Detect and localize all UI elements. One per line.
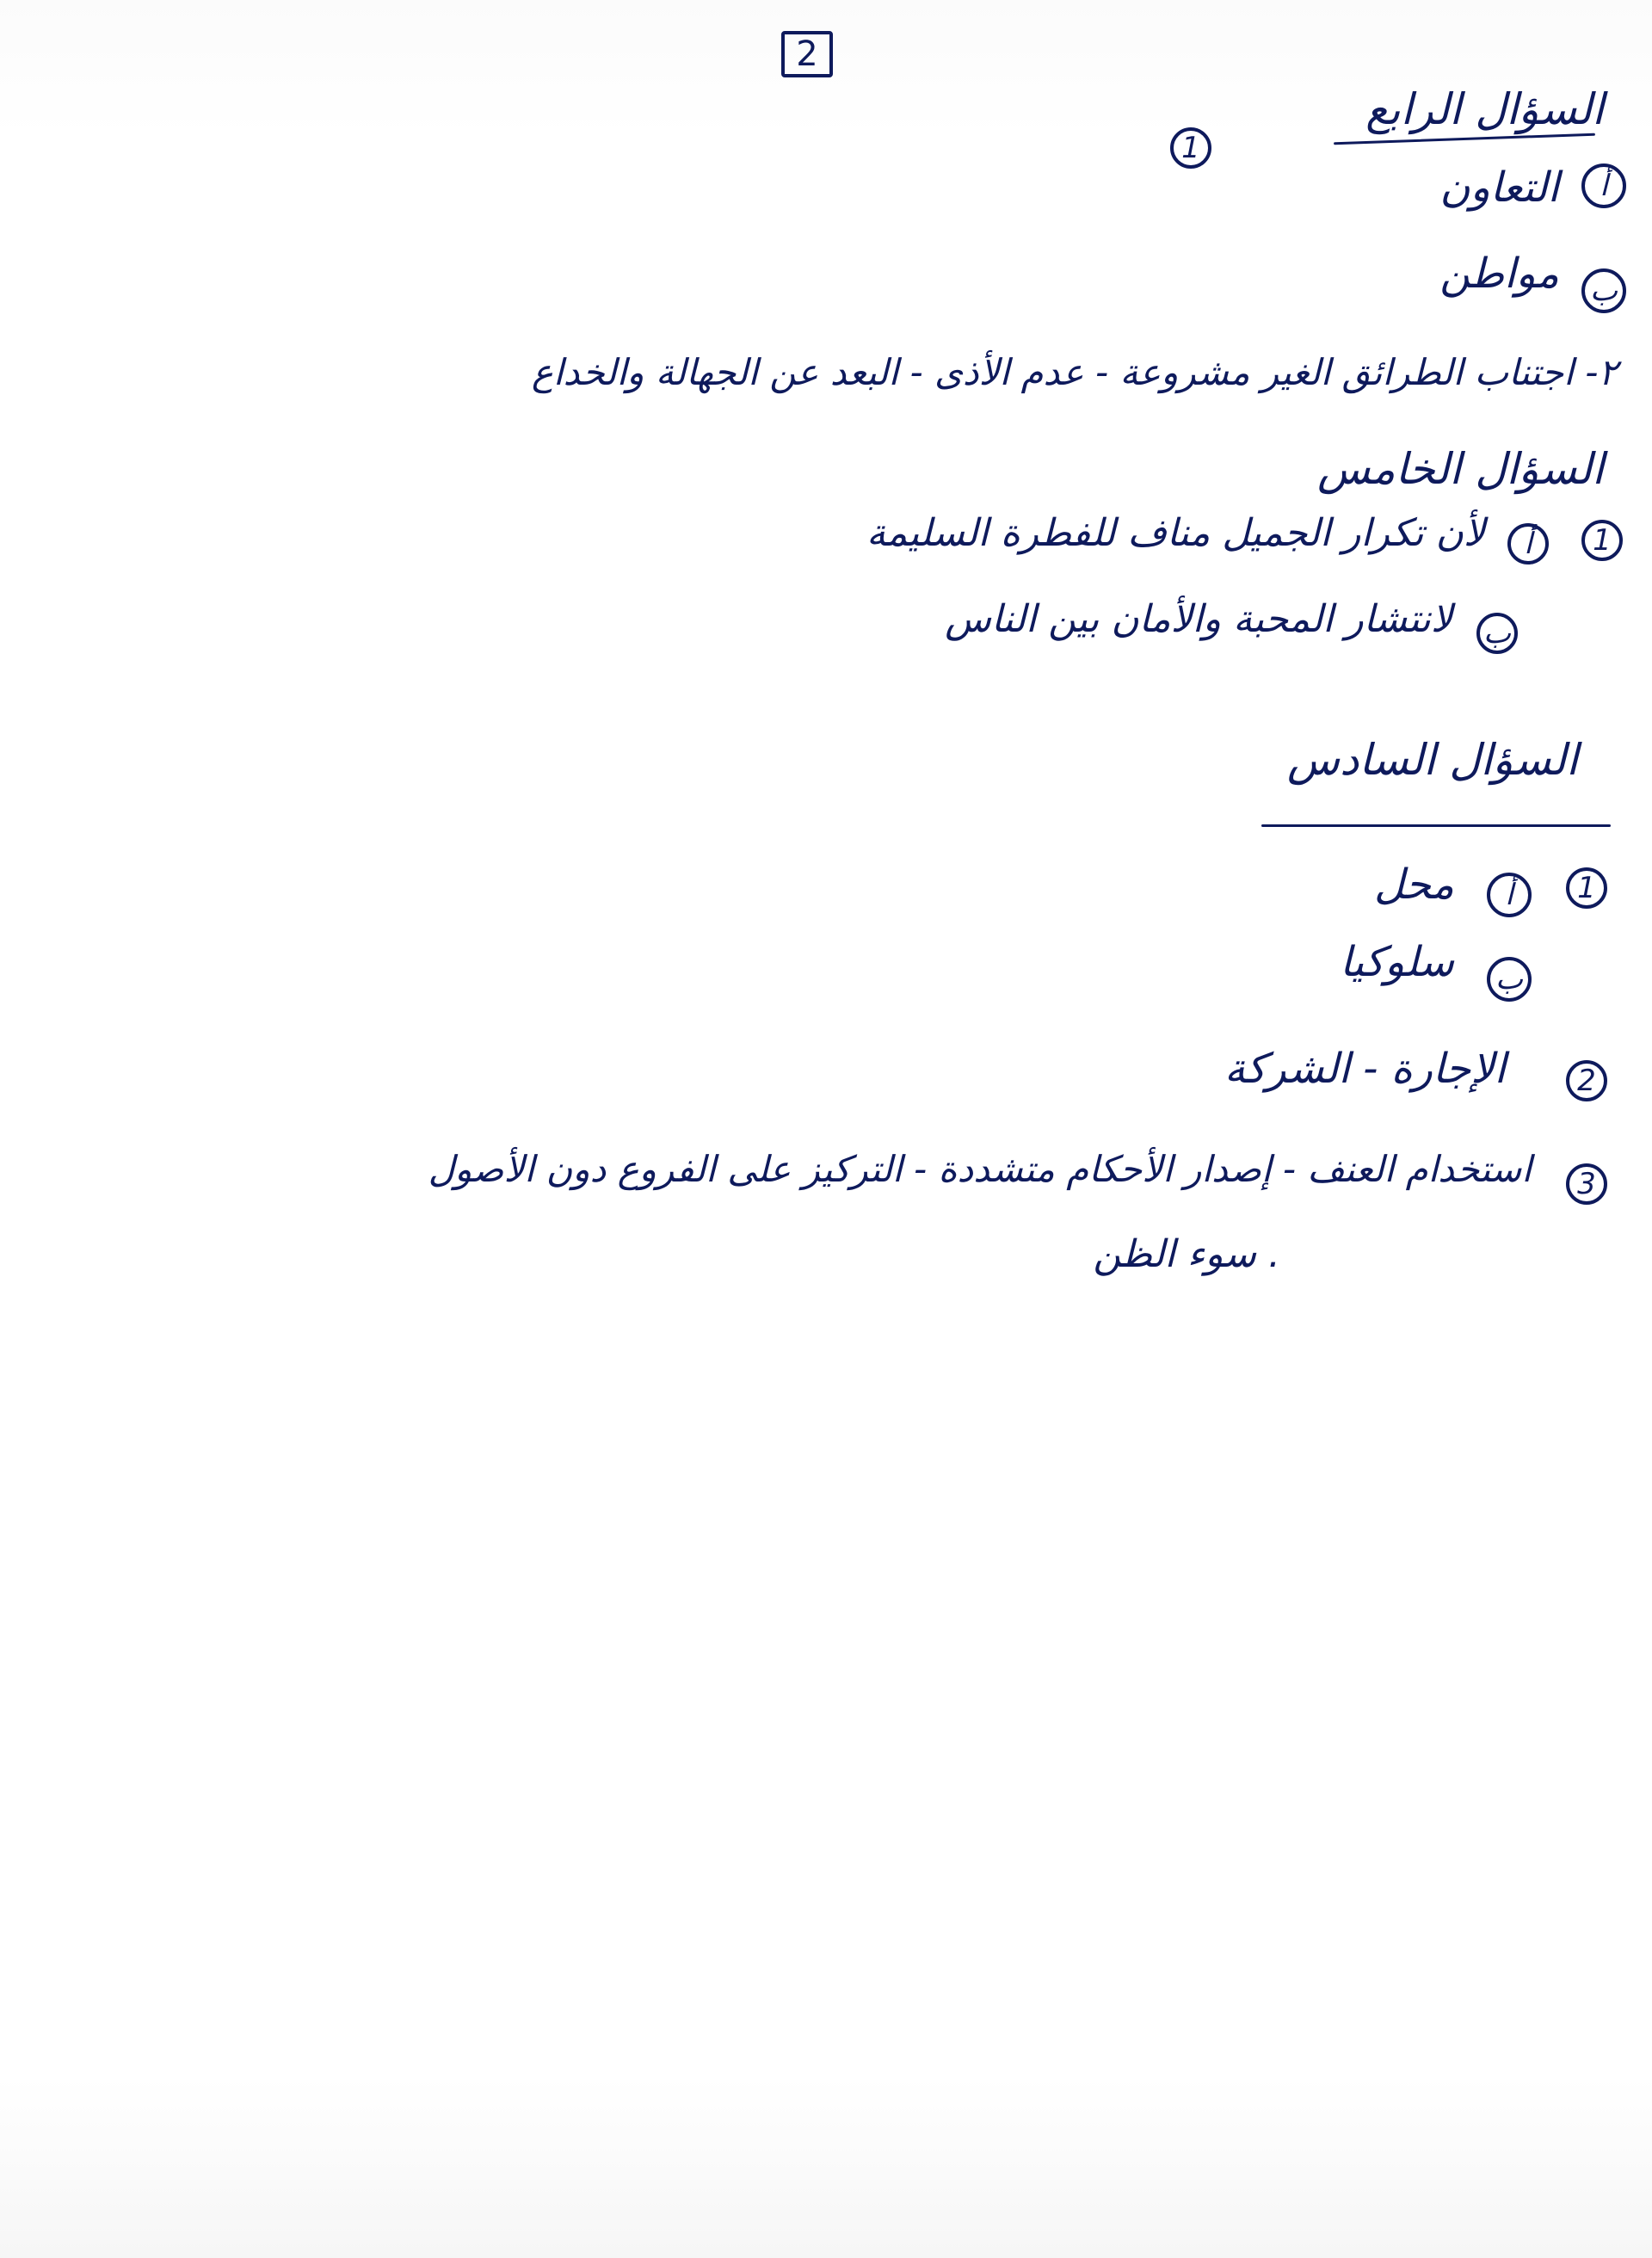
q5-b-answer: لانتشار المحبة والأمان بين الناس	[945, 597, 1452, 641]
q4-title-underline	[1334, 133, 1595, 145]
q6-b-marker: ب	[1487, 957, 1532, 1002]
q4-a-marker: أ	[1581, 163, 1626, 208]
q5-a-answer: لأن تكرار الجميل مناف للفطرة السليمة	[866, 511, 1485, 555]
q5-b-marker: ب	[1476, 613, 1518, 654]
q6-part2-answer: الإجارة - الشركة	[1224, 1045, 1506, 1093]
q6-part1-marker: 1	[1566, 867, 1607, 909]
q4-title: السؤال الرابع	[1365, 84, 1604, 134]
q5-title: السؤال الخامس	[1317, 444, 1604, 494]
q6-part3-answer-line2: . سوء الظن	[1093, 1232, 1280, 1276]
q6-b-answer: سلوكيا	[1340, 938, 1454, 986]
q4-part1-marker: 1	[1170, 127, 1211, 169]
q6-title: السؤال السادس	[1287, 735, 1578, 785]
q4-part2-answer: ٢- اجتناب الطرائق الغير مشروعة - عدم الأذى - البعد عن الجهالة والخداع	[531, 351, 1618, 393]
q6-title-underline	[1261, 824, 1611, 827]
q6-a-answer: محل	[1373, 861, 1454, 909]
q5-part1-marker: 1	[1581, 520, 1623, 561]
q5-a-marker: أ	[1507, 523, 1549, 564]
q6-part3-marker: 3	[1566, 1163, 1607, 1205]
q6-a-marker: أ	[1487, 873, 1532, 917]
q4-a-answer: التعاون	[1439, 163, 1559, 212]
q4-b-marker: ب	[1581, 268, 1626, 313]
q4-b-answer: مواطن	[1439, 250, 1559, 298]
q6-part2-marker: 2	[1566, 1060, 1607, 1101]
page-number-box: 2	[781, 31, 833, 77]
q6-part3-answer-line1: استخدام العنف - إصدار الأحكام متشددة - التركيز على الفروع دون الأصول	[428, 1148, 1532, 1190]
